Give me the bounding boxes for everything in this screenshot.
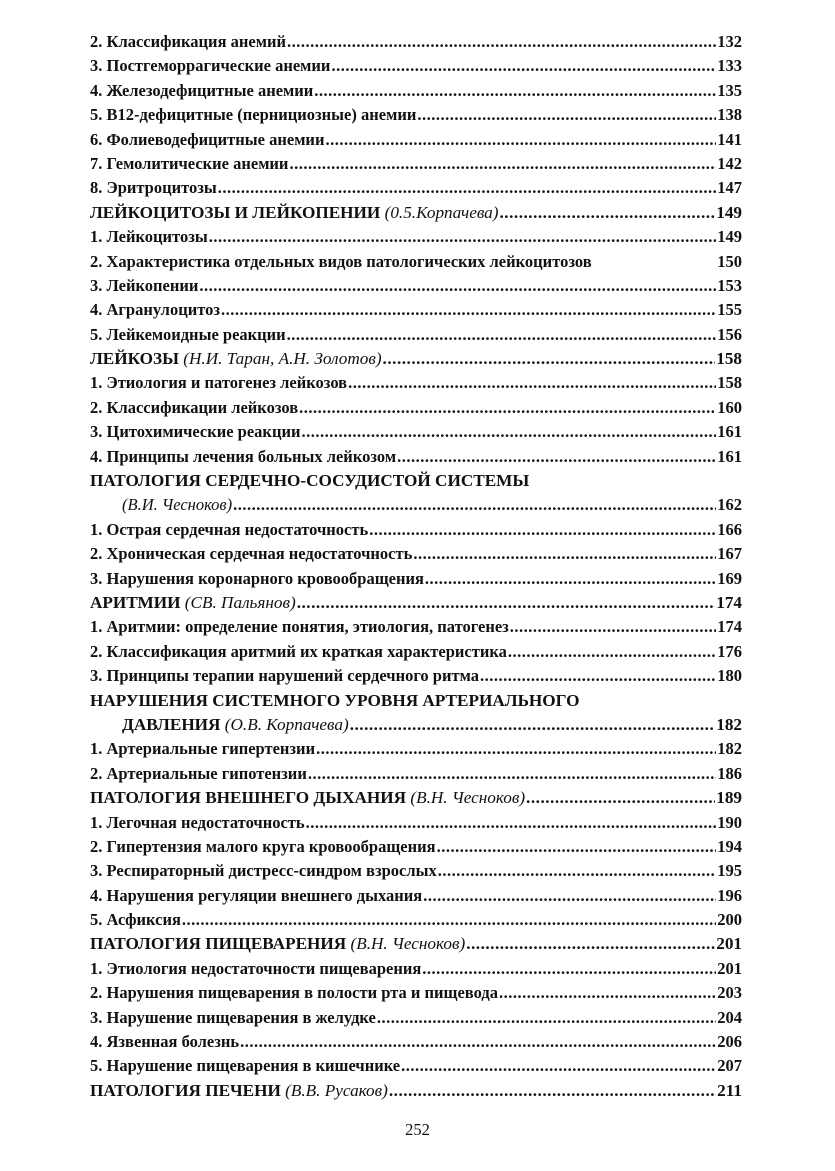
toc-entry: [90, 323, 742, 347]
toc-entry-title: [90, 420, 300, 444]
toc-entry-page: 135: [717, 80, 742, 100]
toc-entry-title: [90, 396, 298, 420]
toc-entry-title: [90, 859, 437, 883]
toc-section-heading: [90, 932, 742, 956]
toc-entry-title-text: 4. Нарушения регуляции внешнего дыхания: [90, 885, 423, 905]
toc-entry-title: [90, 79, 313, 103]
toc-entry-page: 138: [717, 105, 742, 125]
toc-entry-page: 207: [717, 1056, 742, 1076]
toc-entry-title-text: 5. Лейкемоидные реакции: [90, 324, 286, 344]
toc-entry-title-text: 1. Аритмии: определение понятия, этиология, патогенез: [90, 617, 509, 637]
toc-entry-title-text: 8. Эритроцитозы: [90, 178, 217, 198]
toc-entry-title-text: ПАТОЛОГИЯ ВНЕШНЕГО ДЫХАНИЯ: [90, 788, 407, 808]
toc-entry-title: [90, 884, 422, 908]
toc-entry-page: 211: [717, 1080, 742, 1100]
toc-entry-page: 160: [717, 397, 742, 417]
toc-dot-leader: [289, 152, 716, 176]
toc-dot-leader: [331, 54, 716, 78]
toc-entry-title-text: 2. Артериальные гипотензии: [90, 763, 307, 783]
toc-entry-title: [90, 664, 479, 688]
toc-entry: [90, 176, 742, 200]
toc-dot-leader: [422, 957, 716, 981]
toc-dot-leader: [526, 786, 715, 810]
toc-entry-title-text: 6. Фолиеводефицитные анемии: [90, 129, 325, 149]
toc-dot-leader: [466, 932, 715, 956]
toc-dot-leader: [299, 396, 716, 420]
toc-entry-page: 133: [717, 56, 742, 76]
toc-entry-title-text: 2. Гипертензия малого круга кровообращения: [90, 836, 436, 856]
toc-entry-title-text: 1. Лейкоцитозы: [90, 227, 208, 247]
toc-dot-leader: [221, 298, 716, 322]
toc-entry-title: [122, 713, 349, 737]
toc-entry-page: 156: [717, 324, 742, 344]
toc-entry-author: (Н.И. Таран, А.Н. Золотов): [183, 349, 382, 369]
toc-entry-page: 189: [716, 788, 742, 808]
toc-dot-leader: [480, 664, 716, 688]
toc-entry-title-text: ДАВЛЕНИЯ: [122, 714, 221, 734]
toc-entry-page: 141: [717, 129, 742, 149]
toc-entry-title-text: 1. Легочная недостаточность: [90, 812, 305, 832]
toc-entry-title-text: ЛЕЙКОЗЫ: [90, 349, 179, 369]
toc-entry-page: 155: [717, 300, 742, 320]
toc-entry: [90, 30, 742, 54]
toc-entry-title-text: 1. Острая сердечная недостаточность: [90, 519, 369, 539]
toc-entry: [90, 54, 742, 78]
toc-entry: [90, 152, 742, 176]
toc-entry-author: (О.В. Корпачева): [224, 714, 349, 734]
toc-entry-title-text: 2. Классификации лейкозов: [90, 397, 299, 417]
toc-entry: [90, 908, 742, 932]
toc-dot-leader: [218, 176, 716, 200]
toc-entry: [90, 737, 742, 761]
toc-entry: [90, 835, 742, 859]
table-of-contents: [90, 30, 742, 1103]
toc-entry-page: 162: [717, 495, 742, 515]
toc-entry-title: [90, 615, 509, 639]
toc-entry-page: 158: [717, 373, 742, 393]
toc-entry-page: 206: [717, 1032, 742, 1052]
toc-dot-leader: [500, 201, 716, 225]
toc-entry-page: 169: [717, 568, 742, 588]
toc-entry-title: [90, 835, 436, 859]
toc-dot-leader: [425, 567, 716, 591]
toc-entry: [90, 957, 742, 981]
toc-entry-title: [90, 737, 315, 761]
toc-dot-leader: [182, 908, 716, 932]
toc-entry: [90, 1030, 742, 1054]
toc-entry-author: (В.В. Русаков): [285, 1080, 388, 1100]
toc-entry-title: [90, 176, 217, 200]
toc-entry-title-text: 3. Нарушения коронарного кровообращения: [90, 568, 424, 588]
toc-entry-page: 182: [716, 714, 742, 734]
toc-dot-leader: [401, 1054, 716, 1078]
toc-entry: [90, 493, 742, 517]
toc-dot-leader: [369, 518, 716, 542]
toc-entry-page: 196: [717, 885, 742, 905]
toc-section-heading: [90, 347, 742, 371]
toc-entry: [90, 396, 742, 420]
toc-dot-leader: [397, 445, 716, 469]
toc-entry-title-text: 3. Цитохимические реакции: [90, 422, 301, 442]
toc-entry-title: [90, 274, 198, 298]
toc-entry-page: 180: [717, 666, 742, 686]
toc-entry-title: [90, 152, 288, 176]
toc-section-heading: [90, 786, 742, 810]
toc-entry-title: [90, 981, 498, 1005]
toc-entry-title: [90, 640, 507, 664]
toc-entry: [90, 542, 742, 566]
toc-entry-page: 161: [717, 446, 742, 466]
toc-entry-title-text: 4. Железодефицитные анемии: [90, 80, 314, 100]
toc-dot-leader: [413, 542, 716, 566]
toc-dot-leader: [377, 1006, 716, 1030]
toc-entry-title: [90, 1006, 376, 1030]
toc-entry: [90, 274, 742, 298]
toc-entry: [90, 250, 742, 274]
toc-dot-leader: [438, 859, 717, 883]
toc-entry-title: [90, 932, 465, 956]
toc-entry: [90, 79, 742, 103]
toc-entry-title-text: 5. Нарушение пищеварения в кишечнике: [90, 1056, 401, 1076]
toc-section-heading: [90, 1079, 742, 1103]
toc-entry-title-text: ПАТОЛОГИЯ ПИЩЕВАРЕНИЯ: [90, 934, 347, 954]
toc-entry-page: 149: [717, 227, 742, 247]
toc-entry-page: 195: [717, 861, 742, 881]
toc-entry-title-text: 3. Постгеморрагические анемии: [90, 56, 331, 76]
toc-dot-leader: [316, 737, 716, 761]
toc-entry-page: 194: [717, 836, 742, 856]
toc-entry-page: 176: [717, 641, 742, 661]
toc-entry-title: [90, 786, 525, 810]
toc-entry-page: 186: [717, 763, 742, 783]
toc-entry: [90, 518, 742, 542]
toc-section-heading: [90, 201, 742, 225]
toc-entry-title: [90, 542, 412, 566]
toc-entry-page: 166: [717, 519, 742, 539]
toc-entry-title: [90, 567, 424, 591]
toc-dot-leader: [301, 420, 716, 444]
toc-entry-page: 147: [717, 178, 742, 198]
toc-entry-title-text: 4. Агранулоцитоз: [90, 300, 220, 320]
toc-dot-leader: [233, 493, 716, 517]
toc-entry-title: [90, 445, 396, 469]
toc-entry: [90, 567, 742, 591]
toc-entry: [90, 664, 742, 688]
toc-section-heading: [90, 713, 742, 737]
toc-entry: [90, 884, 742, 908]
toc-entry-title-text: 5. В12-дефицитные (пернициозные) анемии: [90, 105, 417, 125]
toc-dot-leader: [287, 30, 716, 54]
toc-entry: [90, 445, 742, 469]
toc-dot-leader: [325, 128, 716, 152]
toc-entry-title-text: 2. Характеристика отдельных видов патологических лейкоцитозов: [90, 251, 592, 271]
toc-entry-page: 150: [717, 251, 742, 271]
toc-section-heading: [90, 689, 742, 713]
toc-dot-leader: [240, 1030, 716, 1054]
toc-entry-title: [90, 225, 208, 249]
toc-entry-title: [90, 908, 181, 932]
toc-entry-page: 149: [716, 202, 742, 222]
toc-entry-title: [90, 591, 296, 615]
toc-entry-title: [90, 30, 286, 54]
toc-dot-leader: [510, 615, 716, 639]
toc-entry: [90, 420, 742, 444]
toc-entry: [90, 981, 742, 1005]
toc-entry-title: [122, 493, 232, 517]
toc-entry-title: [90, 689, 580, 713]
toc-entry: [90, 1006, 742, 1030]
toc-dot-leader: [306, 811, 717, 835]
toc-entry-title-text: 3. Принципы терапии нарушений сердечного ритма: [90, 666, 479, 686]
toc-entry-title-text: ПАТОЛОГИЯ ПЕЧЕНИ: [90, 1080, 281, 1100]
toc-entry-title-text: 1. Этиология и патогенез лейкозов: [90, 373, 348, 393]
toc-entry: [90, 640, 742, 664]
toc-entry-title-text: 3. Нарушение пищеварения в желудке: [90, 1007, 376, 1027]
toc-entry-title: [90, 1030, 239, 1054]
toc-dot-leader: [508, 640, 716, 664]
toc-entry-page: 174: [716, 592, 742, 612]
toc-entry-page: 153: [717, 275, 742, 295]
toc-entry-title: [90, 323, 286, 347]
toc-entry-title: [90, 469, 529, 493]
toc-entry: [90, 615, 742, 639]
toc-entry: [90, 811, 742, 835]
toc-entry-title-text: АРИТМИИ: [90, 592, 181, 612]
toc-entry-title-text: 7. Гемолитические анемии: [90, 153, 289, 173]
toc-entry-title-text: 4. Язвенная болезнь: [90, 1032, 240, 1052]
toc-entry: [90, 128, 742, 152]
toc-entry-title-text: 4. Принципы лечения больных лейкозом: [90, 446, 397, 466]
toc-entry-title: [90, 1079, 388, 1103]
toc-entry-title: [90, 298, 220, 322]
toc-entry-author: (В.Н. Чесноков): [350, 934, 466, 954]
toc-dot-leader: [437, 835, 717, 859]
toc-section-heading: [90, 469, 742, 493]
toc-entry-page: 203: [717, 983, 742, 1003]
toc-section-heading: [90, 591, 742, 615]
toc-dot-leader: [314, 79, 716, 103]
toc-entry-title: [90, 518, 368, 542]
toc-dot-leader: [348, 371, 716, 395]
toc-entry-page: 201: [716, 934, 742, 954]
toc-entry: [90, 371, 742, 395]
toc-entry: [90, 225, 742, 249]
toc-entry-page: 204: [717, 1007, 742, 1027]
toc-entry-page: 132: [717, 32, 742, 51]
toc-entry: [90, 1054, 742, 1078]
toc-entry-page: 174: [717, 617, 742, 637]
toc-dot-leader: [209, 225, 717, 249]
toc-entry-title: [90, 371, 347, 395]
toc-entry: [90, 298, 742, 322]
toc-dot-leader: [199, 274, 716, 298]
toc-entry-page: 201: [717, 958, 742, 978]
toc-entry-author: (0.5.Корпачева): [384, 202, 499, 222]
toc-entry-page: 200: [717, 910, 742, 930]
toc-entry-title: [90, 250, 592, 274]
toc-entry-page: 190: [717, 812, 742, 832]
toc-dot-leader: [499, 981, 716, 1005]
toc-entry-title-text: 3. Респираторный дистресс-синдром взрослых: [90, 861, 437, 881]
toc-entry-title-text: 2. Классификация анемий: [90, 32, 286, 51]
toc-entry-page: 167: [717, 544, 742, 564]
toc-entry-page: 161: [717, 422, 742, 442]
toc-dot-leader: [383, 347, 716, 371]
toc-entry-title-text: 1. Артериальные гипертензии: [90, 739, 316, 759]
toc-entry-title-text: НАРУШЕНИЯ СИСТЕМНОГО УРОВНЯ АРТЕРИАЛЬНОГО: [90, 690, 580, 710]
toc-entry-title-text: ЛЕЙКОЦИТОЗЫ И ЛЕЙКОПЕНИИ: [90, 202, 381, 222]
toc-entry-title: [90, 54, 330, 78]
toc-entry-page: 142: [717, 153, 742, 173]
toc-entry-title: [90, 957, 421, 981]
toc-entry-page: 182: [717, 739, 742, 759]
toc-entry: [90, 859, 742, 883]
toc-dot-leader: [417, 103, 716, 127]
toc-entry-title: [90, 1054, 400, 1078]
toc-dot-leader: [350, 713, 716, 737]
toc-entry-title: [90, 811, 305, 835]
toc-entry-title-text: 5. Асфиксия: [90, 910, 181, 930]
toc-entry: [90, 103, 742, 127]
toc-entry-title: [90, 128, 324, 152]
toc-entry-title: [90, 201, 499, 225]
toc-entry-title-text: 3. Лейкопении: [90, 275, 199, 295]
toc-entry-title-text: 2. Классификация аритмий их краткая характеристика: [90, 641, 507, 661]
toc-entry-title-text: 1. Этиология недостаточности пищеварения: [90, 958, 422, 978]
toc-dot-leader: [308, 762, 716, 786]
toc-entry-author: (СВ. Пальянов): [184, 592, 296, 612]
toc-entry-title-text: 2. Нарушения пищеварения в полости рта и пищевода: [90, 983, 498, 1003]
toc-entry-title: [90, 347, 382, 371]
toc-entry-title: [90, 103, 416, 127]
toc-entry-author: (В.Н. Чесноков): [410, 788, 526, 808]
toc-entry-title-text: ПАТОЛОГИЯ СЕРДЕЧНО-СОСУДИСТОЙ СИСТЕМЫ: [90, 471, 530, 491]
toc-entry-title: [90, 762, 307, 786]
toc-dot-leader: [389, 1079, 716, 1103]
toc-dot-leader: [287, 323, 717, 347]
toc-dot-leader: [297, 591, 716, 615]
toc-entry: [90, 762, 742, 786]
toc-entry-title-text: 2. Хроническая сердечная недостаточность: [90, 544, 413, 564]
page-number: 252: [405, 1120, 430, 1139]
toc-dot-leader: [423, 884, 716, 908]
toc-entry-page: 158: [716, 349, 742, 369]
toc-entry-author: (В.И. Чесноков): [122, 495, 233, 515]
